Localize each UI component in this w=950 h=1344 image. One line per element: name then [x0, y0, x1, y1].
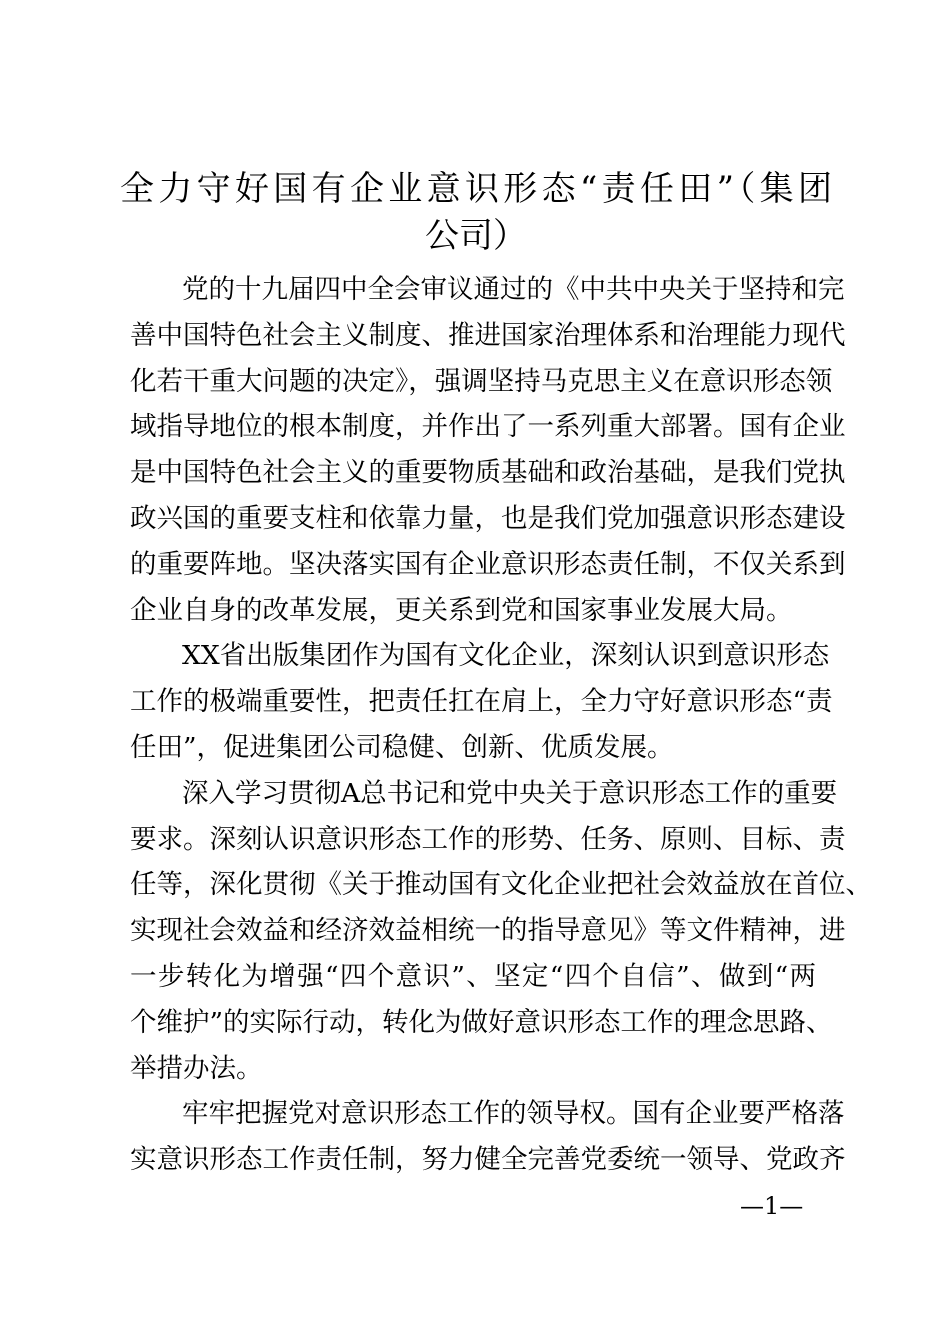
paragraph-line: 工作的极端重要性，把责任扛在肩上，全力守好意识形态“责 [130, 686, 833, 718]
paragraph-line: 任等，深化贯彻《关于推动国有文化企业把社会效益放在首位、 [130, 869, 872, 901]
paragraph-line: 善中国特色社会主义制度、推进国家治理体系和治理能力现代 [130, 319, 846, 351]
paragraph-line: 要求。深刻认识意识形态工作的形势、任务、原则、目标、责 [130, 823, 846, 855]
page-number: —1— [740, 1192, 804, 1220]
paragraph-line: 牢牢把握党对意识形态工作的领导权。国有企业要严格落 [182, 1098, 845, 1130]
paragraph-line: 企业自身的改革发展，更关系到党和国家事业发展大局。 [130, 594, 793, 626]
paragraph-line: 政兴国的重要支柱和依靠力量，也是我们党加强意识形态建设 [130, 502, 846, 534]
paragraph-line: 域指导地位的根本制度，并作出了一系列重大部署。国有企业 [130, 411, 846, 443]
paragraph-line: 党的十九届四中全会审议通过的《中共中央关于坚持和完 [182, 274, 845, 305]
paragraph-line: 深入学习贯彻A总书记和党中央关于意识形态工作的重要 [182, 777, 838, 809]
paragraph-line: XX省出版集团作为国有文化企业，深刻认识到意识形态 [182, 640, 830, 672]
title-line: 全力守好国有企业意识形态“责任田”（集团 [120, 169, 832, 209]
paragraph-line: 举措办法。 [130, 1052, 263, 1084]
paragraph-line: 实现社会效益和经济效益相统一的指导意见》等文件精神，进 [130, 915, 846, 947]
paragraph-line: 实意识形态工作责任制，努力健全完善党委统一领导、党政齐 [130, 1144, 846, 1176]
paragraph-line: 任田”，促进集团公司稳健、创新、优质发展。 [130, 731, 674, 763]
paragraph-line: 一步转化为增强“四个意识”、坚定“四个自信”、做到“两 [130, 960, 816, 992]
document-title [120, 166, 832, 260]
paragraph-line: 化若干重大问题的决定》，强调坚持马克思主义在意识形态领 [130, 365, 833, 397]
title-line: 公司） [425, 216, 527, 256]
paragraph-line: 个维护”的实际行动，转化为做好意识形态工作的理念思路、 [130, 1006, 833, 1038]
paragraph-line: 的重要阵地。坚决落实国有企业意识形态责任制，不仅关系到 [130, 548, 846, 580]
paragraph-line: 是中国特色社会主义的重要物质基础和政治基础，是我们党执 [130, 457, 846, 489]
document-body [130, 267, 872, 1183]
